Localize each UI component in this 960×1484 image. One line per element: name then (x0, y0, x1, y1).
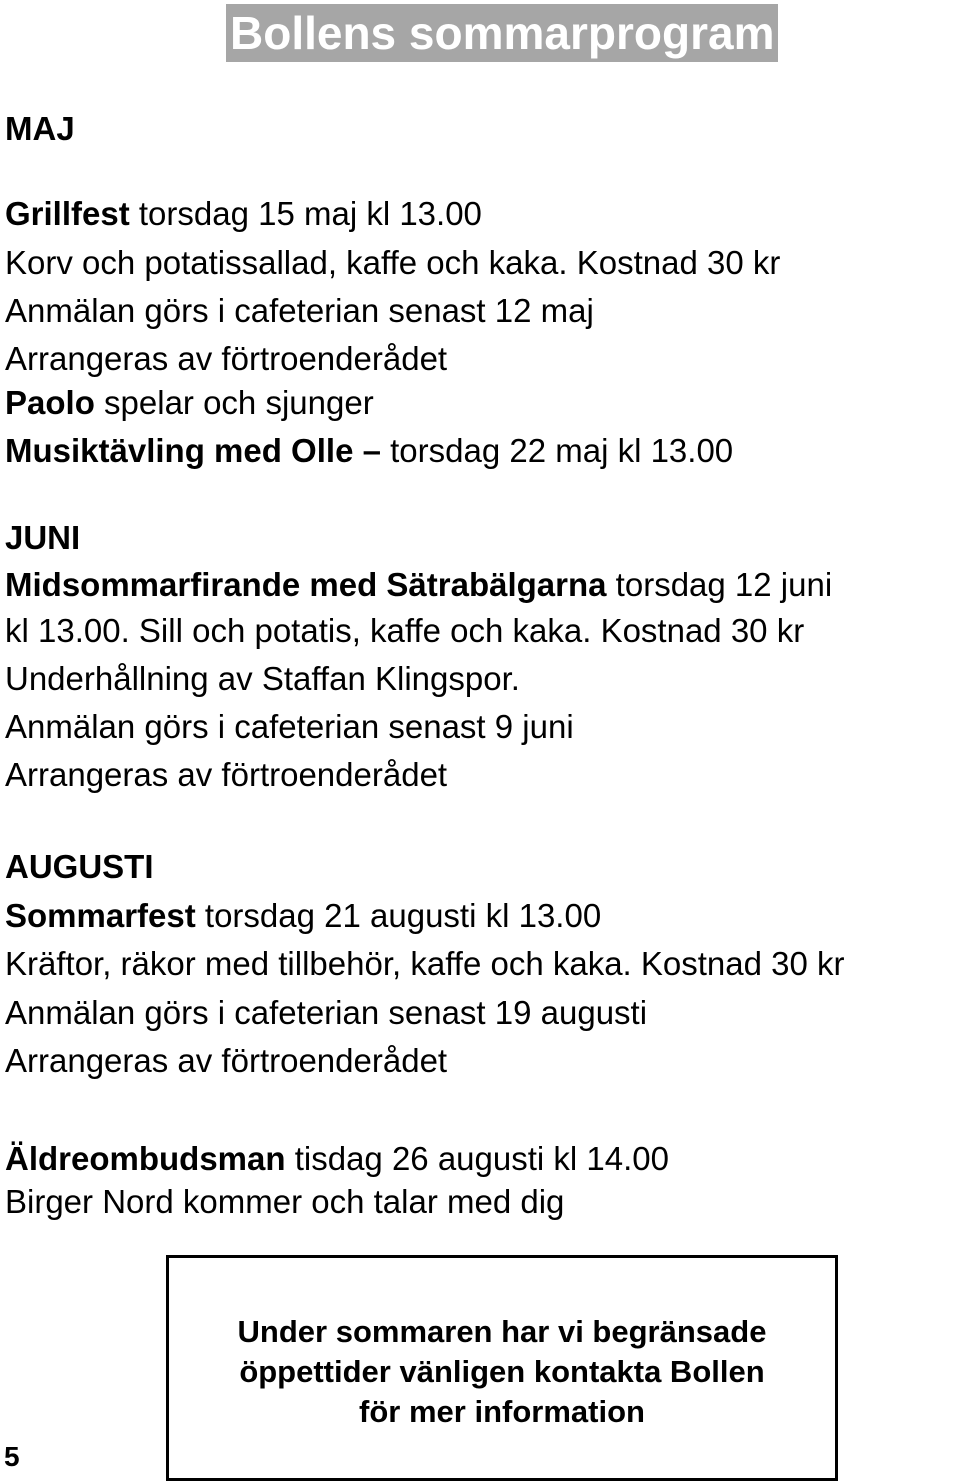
event-grillfest-title (5, 194, 482, 234)
event-sommarfest-arranged: Arrangeras av förtroenderådet (5, 1042, 448, 1079)
event-grillfest-menu: Korv och potatissallad, kaffe och kaka. Kostnad 30 kr (5, 244, 781, 281)
event-sommarfest-title (5, 896, 601, 936)
notice-line: Under sommaren har vi begränsade (237, 1314, 767, 1349)
notice-line: öppettider vänligen kontakta Bollen (239, 1354, 765, 1389)
event-name: Äldreombudsman (5, 1140, 286, 1177)
heading-august: AUGUSTI (5, 848, 154, 885)
event-desc: spelar och sjunger (94, 384, 374, 421)
heading-may: MAJ (5, 110, 75, 147)
event-sommarfest-menu: Kräftor, räkor med tillbehör, kaffe och kaka. Kostnad 30 kr (5, 945, 845, 982)
event-paolo (5, 383, 374, 423)
event-name: Musiktävling med Olle – (5, 432, 381, 469)
event-sommarfest-signup: Anmälan görs i cafeterian senast 19 augusti (5, 994, 648, 1031)
event-name: Sommarfest (5, 897, 196, 934)
event-midsommar-arranged: Arrangeras av förtroenderådet (5, 756, 448, 793)
heading-june: JUNI (5, 519, 81, 556)
event-date: torsdag 21 augusti kl 13.00 (195, 897, 602, 934)
event-grillfest-signup: Anmälan görs i cafeterian senast 12 maj (5, 292, 594, 329)
event-midsommar-entertainment: Underhållning av Staffan Klingspor. (5, 660, 520, 697)
event-grillfest-arranged: Arrangeras av förtroenderådet (5, 340, 448, 377)
event-aldreombudsman-title (5, 1139, 669, 1179)
event-name: Midsommarfirande med Sätrabälgarna (5, 566, 607, 603)
page-title: Bollens sommarprogram (226, 4, 778, 62)
event-date: tisdag 26 augusti kl 14.00 (285, 1140, 669, 1177)
event-date: torsdag 12 juni (606, 566, 833, 603)
event-midsommar-details: kl 13.00. Sill och potatis, kaffe och kaka. Kostnad 30 kr (5, 612, 805, 649)
event-name: Grillfest (5, 195, 130, 232)
event-midsommar-title (5, 565, 832, 605)
event-name: Paolo (5, 384, 95, 421)
event-date: torsdag 15 maj kl 13.00 (129, 195, 482, 232)
page-number: 5 (4, 1441, 20, 1472)
notice-text (169, 1312, 835, 1432)
notice-box (166, 1255, 838, 1481)
event-aldreombudsman-desc: Birger Nord kommer och talar med dig (5, 1183, 565, 1220)
event-date: torsdag 22 maj kl 13.00 (380, 432, 734, 469)
event-musiktavling (5, 431, 733, 471)
event-midsommar-signup: Anmälan görs i cafeterian senast 9 juni (5, 708, 574, 745)
notice-line: för mer information (359, 1394, 645, 1429)
